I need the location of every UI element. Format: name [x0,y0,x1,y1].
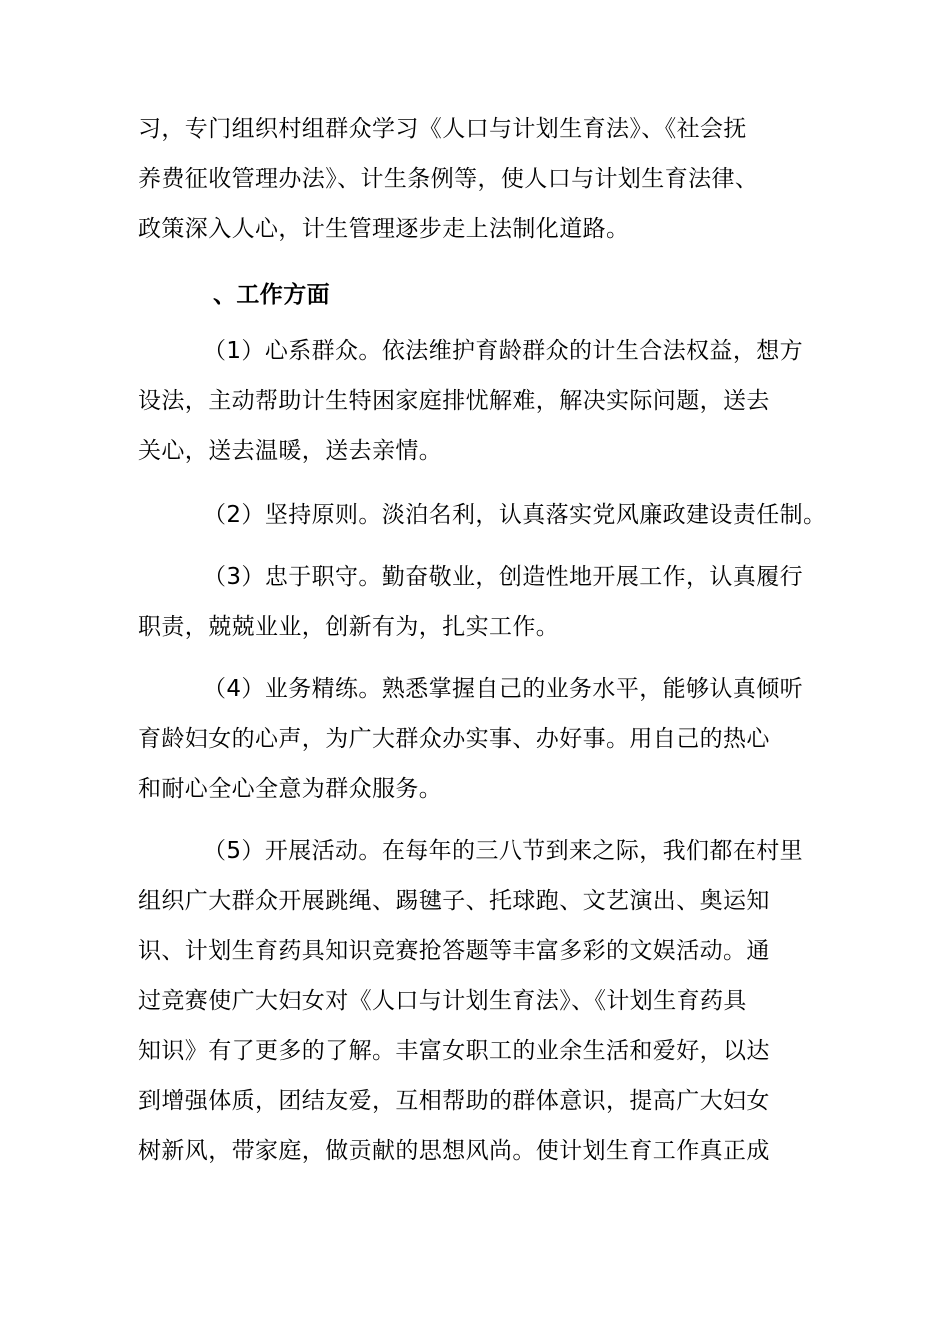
text-line: 政策深入人心，计生管理逐步走上法制化道路。 [138,216,630,242]
text-line: 习，专门组织村组群众学习《人口与计划生育法》、《社会抚 [138,116,747,142]
paragraph-first-line: （1）心系群众。依法维护育龄群众的计生合法权益，想方 [203,338,804,364]
paragraph-first-line: （3）忠于职守。勤奋敬业，创造性地开展工作，认真履行 [203,564,804,590]
text-line: 到增强体质，团结友爱，互相帮助的群体意识，提高广大妇女 [138,1088,770,1114]
text-line: 设法，主动帮助计生特困家庭排忧解难，解决实际问题，送去 [138,388,770,414]
text-line: 和耐心全心全意为群众服务。 [138,776,443,802]
text-line: 知识》有了更多的了解。丰富女职工的业余生活和爱好，以达 [138,1038,770,1064]
text-line: 育龄妇女的心声，为广大群众办实事、办好事。用自己的热心 [138,726,770,752]
paragraph-first-line: （5）开展活动。在每年的三八节到来之际，我们都在村里 [203,838,804,864]
paragraph-first-line: （4）业务精练。熟悉掌握自己的业务水平，能够认真倾听 [203,676,804,702]
text-line: 养费征收管理办法》、计生条例等，使人口与计划生育法律、 [138,166,759,192]
text-line: 职责，兢兢业业，创新有为，扎实工作。 [138,614,560,640]
text-line: 组织广大群众开展跳绳、踢毽子、托球跑、文艺演出、奥运知 [138,888,770,914]
text-line: 过竞赛使广大妇女对《人口与计划生育法》、《计划生育药具 [138,988,747,1014]
paragraph-first-line: （2）坚持原则。淡泊名利，认真落实党风廉政建设责任制。 [203,502,827,528]
section-heading: 、工作方面 [213,282,330,308]
text-line: 关心，送去温暖，送去亲情。 [138,438,443,464]
text-line: 识、计划生育药具知识竞赛抢答题等丰富多彩的文娱活动。通 [138,938,770,964]
text-line: 树新风，带家庭，做贡献的思想风尚。使计划生育工作真正成 [138,1138,770,1164]
